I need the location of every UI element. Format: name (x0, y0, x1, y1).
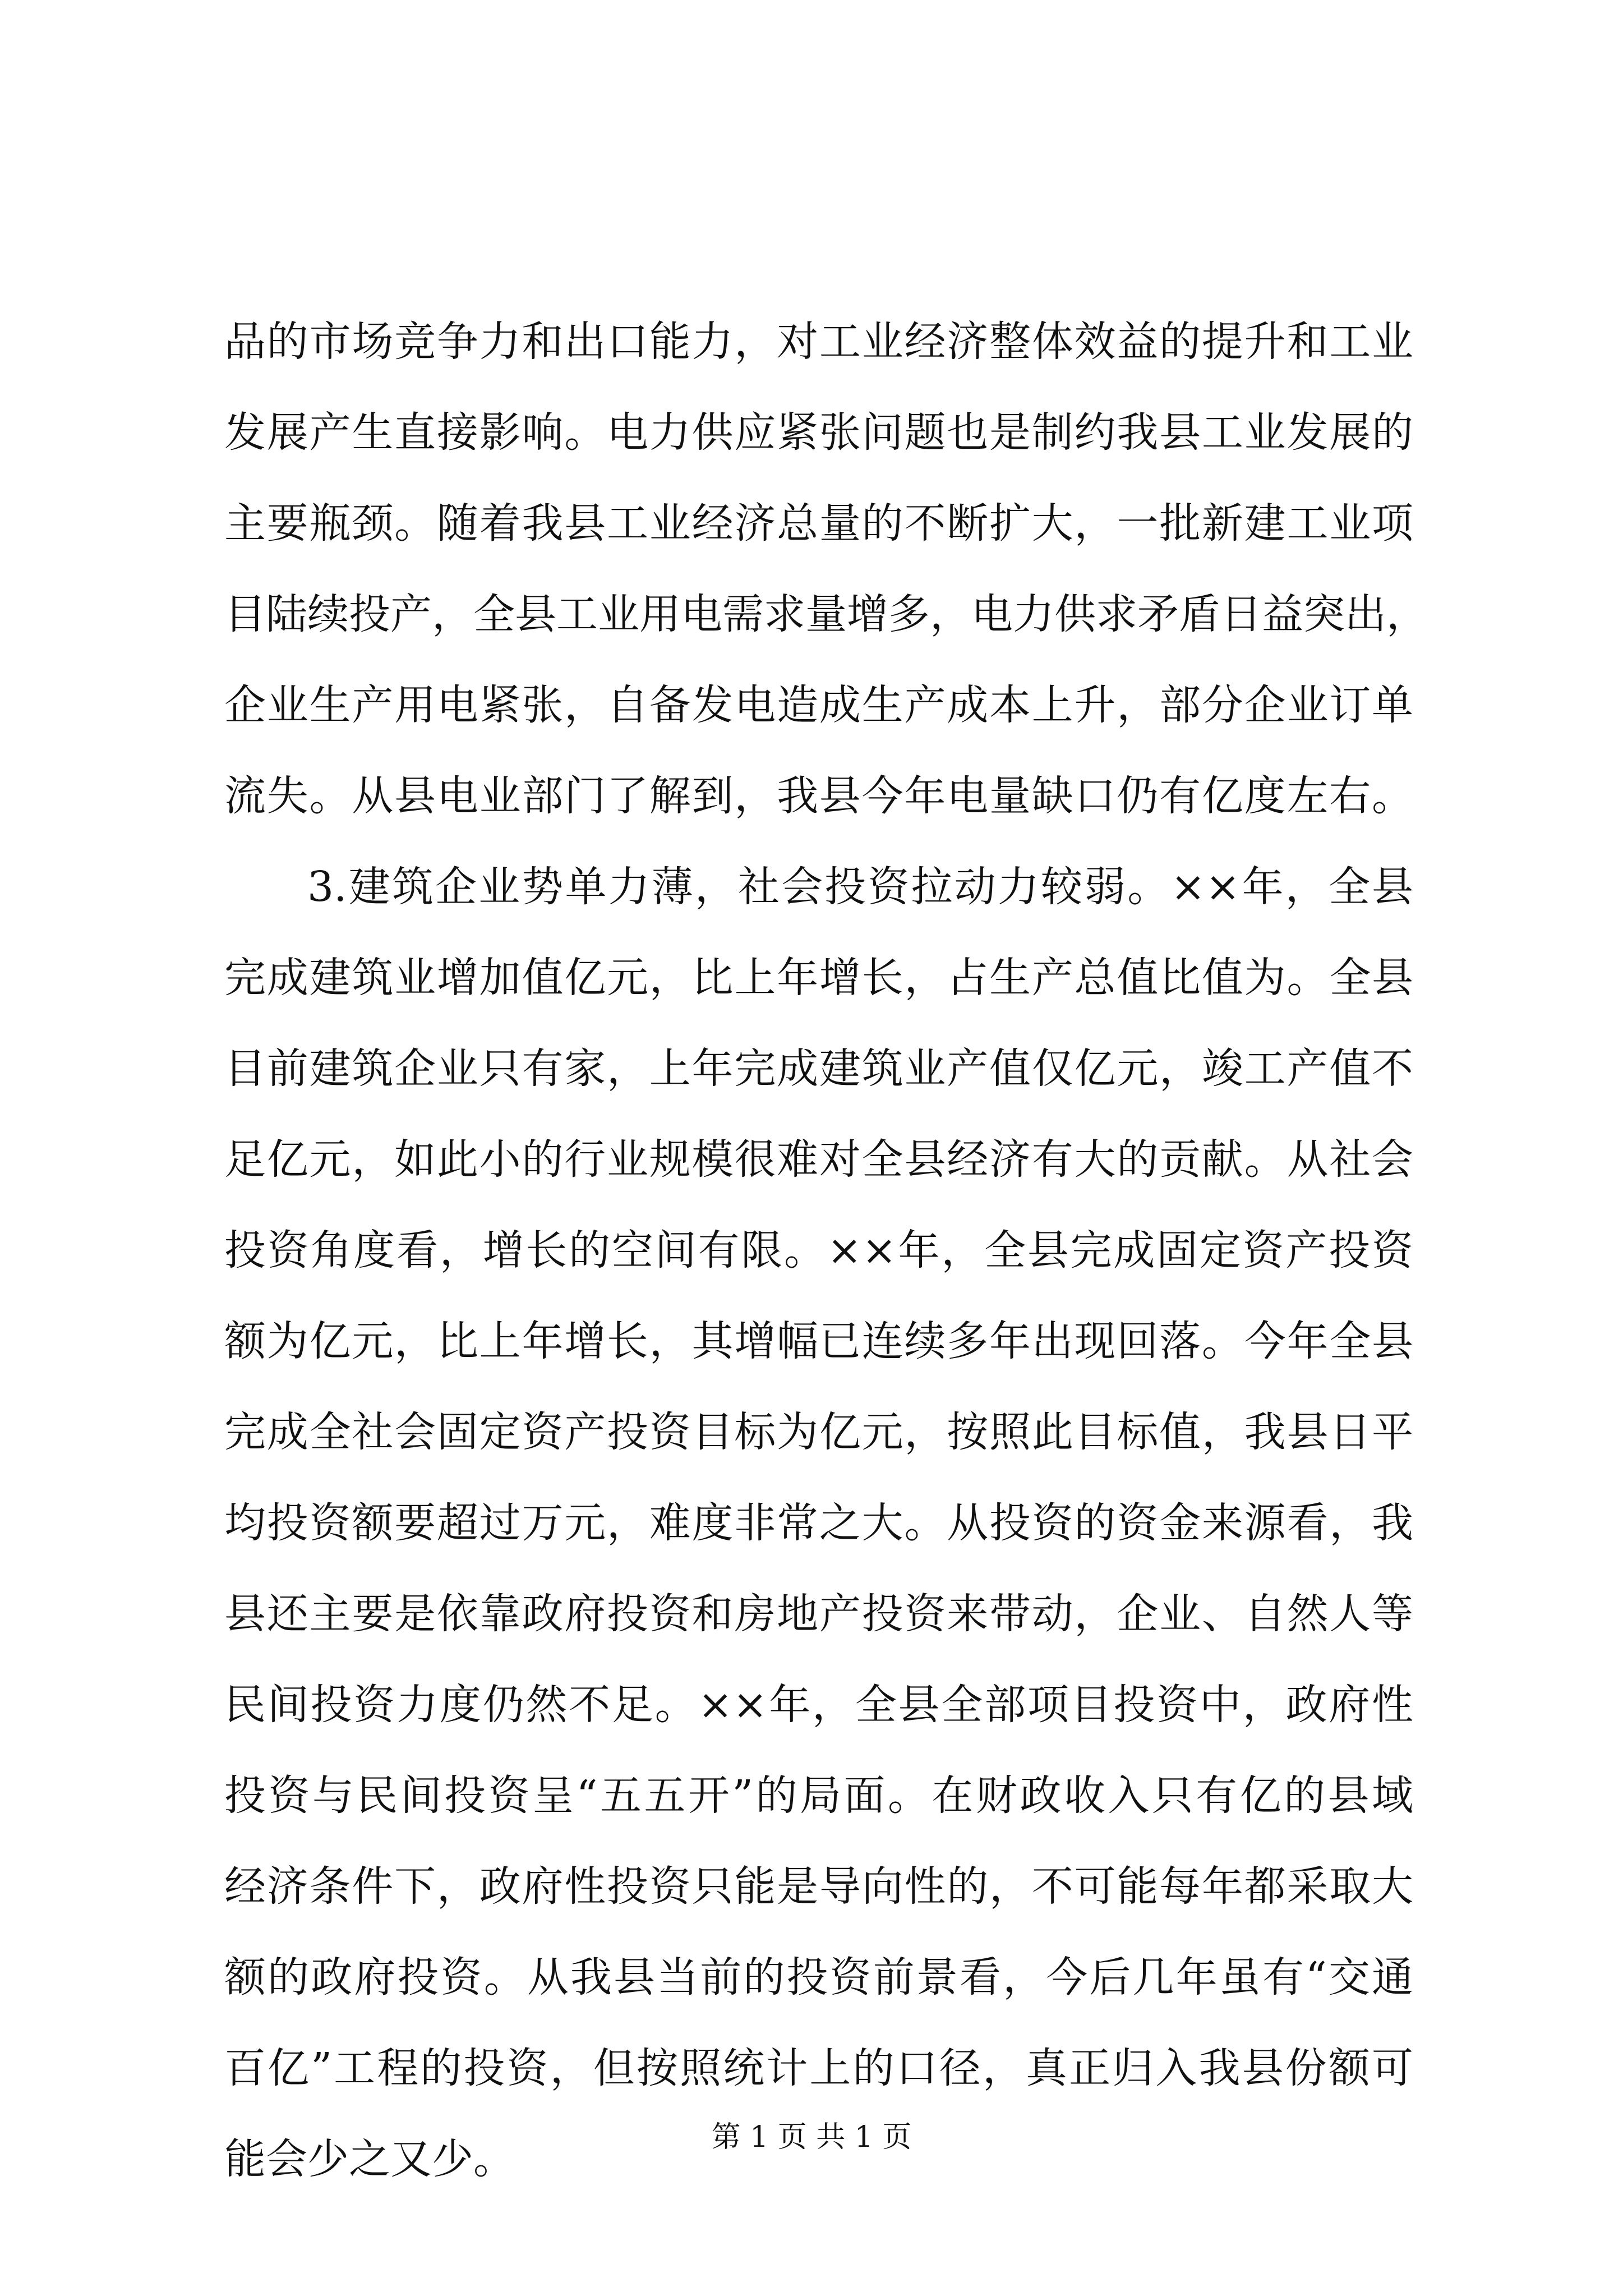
paragraph-start-line: 3.建筑企业势单力薄，社会投资拉动力较弱。××年，全县 (307, 863, 1413, 911)
page-footer (0, 2115, 1623, 2160)
text-line: 百亿”工程的投资，但按照统计上的口径，真正归入我县份额可 (224, 2044, 1413, 2092)
text-line: 企业生产用电紧张，自备发电造成生产成本上升，部分企业订单 (224, 681, 1413, 729)
text-line: 完成建筑业增加值亿元，比上年增长，占生产总值比值为。全县 (224, 954, 1413, 1002)
text-line: 投资与民间投资呈“五五开”的局面。在财政收入只有亿的县域 (224, 1772, 1413, 1820)
text-line: 额的政府投资。从我县当前的投资前景看，今后几年虽有“交通 (224, 1953, 1413, 2001)
text-line: 主要瓶颈。随着我县工业经济总量的不断扩大，一批新建工业项 (224, 499, 1413, 547)
page-number-label: 第 1 页 共 1 页 (711, 2120, 912, 2154)
text-line: 品的市场竞争力和出口能力，对工业经济整体效益的提升和工业 (224, 318, 1413, 366)
text-line: 经济条件下，政府性投资只能是导向性的，不可能每年都采取大 (224, 1862, 1413, 1911)
text-line: 均投资额要超过万元，难度非常之大。从投资的资金来源看，我 (224, 1499, 1413, 1547)
text-line: 民间投资力度仍然不足。××年，全县全部项目投资中，政府性 (224, 1681, 1413, 1729)
text-line: 投资角度看，增长的空间有限。××年，全县完成固定资产投资 (224, 1226, 1413, 1274)
text-line: 足亿元，如此小的行业规模很难对全县经济有大的贡献。从社会 (224, 1135, 1413, 1184)
body-text (224, 296, 1428, 2205)
text-line: 发展产生直接影响。电力供应紧张问题也是制约我县工业发展的 (224, 408, 1413, 457)
text-line: 目前建筑企业只有家，上年完成建筑业产值仅亿元，竣工产值不 (224, 1045, 1413, 1093)
text-line: 完成全社会固定资产投资目标为亿元，按照此目标值，我县日平 (224, 1408, 1413, 1456)
text-line: 额为亿元，比上年增长，其增幅已连续多年出现回落。今年全县 (224, 1317, 1413, 1365)
text-line: 流失。从县电业部门了解到，我县今年电量缺口仍有亿度左右。 (224, 772, 1413, 820)
text-line: 县还主要是依靠政府投资和房地产投资来带动，企业、自然人等 (224, 1590, 1413, 1638)
text-line: 目陆续投产，全县工业用电需求量增多，电力供求矛盾日益突出， (224, 590, 1428, 638)
text-line: 能会少之又少。 (224, 2135, 515, 2183)
